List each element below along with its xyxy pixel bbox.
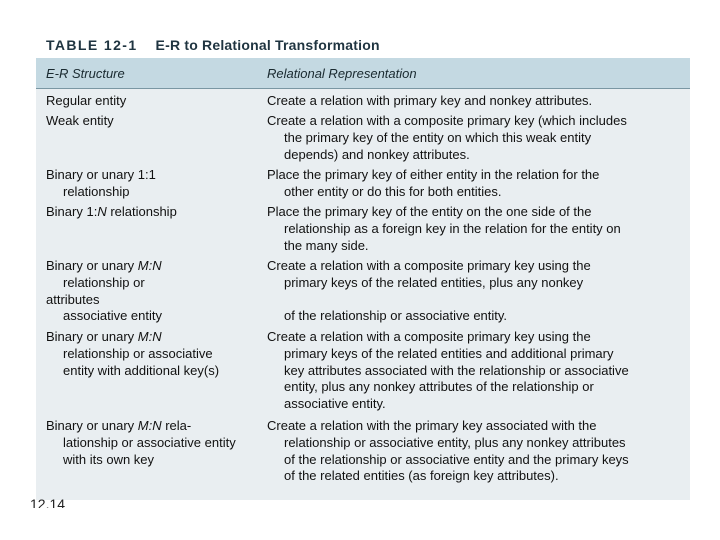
row-many-to-many-own-key-structure: Binary or unary M:N rela- lationship or associative entity with its own key xyxy=(46,418,236,467)
header-relational-representation: Relational Representation xyxy=(267,66,417,81)
row-many-to-many-additional-key-representation: Create a relation with a composite primary key using the primary keys of the related entities and additional primary key attributes associated with the relationship or associative entity, plus any nonkey attributes of the relationship or associative entity. xyxy=(267,329,629,412)
row-one-to-one-structure: Binary or unary 1:1 relationship xyxy=(46,167,156,199)
table-header xyxy=(36,58,690,88)
row-weak-entity-structure: Weak entity xyxy=(46,113,114,128)
row-one-to-one-representation: Place the primary key of either entity in the relation for the other entity or do this for both entities. xyxy=(267,167,600,199)
table-label: TABLE 12-1 xyxy=(46,37,138,53)
er-transformation-table xyxy=(36,58,690,500)
row-one-to-many-structure: Binary 1:N relationship xyxy=(46,204,177,219)
row-many-to-many-own-key-representation: Create a relation with the primary key associated with the relationship or associative entity, plus any nonkey attributes of the relationship or associative entity and the primary keys of the related entities (as foreign key attributes). xyxy=(267,418,629,484)
row-many-to-many-representation: Create a relation with a composite primary key using the primary keys of the related entities, plus any nonkey of the relationship or associative entity. xyxy=(267,258,591,324)
row-regular-entity-representation: Create a relation with primary key and nonkey attributes. xyxy=(267,93,593,108)
row-regular-entity-structure: Regular entity xyxy=(46,93,127,108)
header-divider xyxy=(36,88,690,89)
header-er-structure: E-R Structure xyxy=(46,66,125,81)
table-caption: E-R to Relational Transformation xyxy=(155,37,380,53)
row-one-to-many-representation: Place the primary key of the entity on the one side of the relationship as a foreign key in the relation for the entity on the many side. xyxy=(267,204,621,253)
slide-number: 12.14 xyxy=(30,496,66,508)
row-weak-entity-representation: Create a relation with a composite primary key (which includes the primary key of the entity on which this weak entity depends) and nonkey attributes. xyxy=(267,113,627,162)
row-many-to-many-structure: Binary or unary M:N relationship or attributes associative entity xyxy=(46,258,162,324)
row-many-to-many-additional-key-structure: Binary or unary M:N relationship or associative entity with additional key(s) xyxy=(46,329,220,378)
table-title xyxy=(46,37,380,57)
